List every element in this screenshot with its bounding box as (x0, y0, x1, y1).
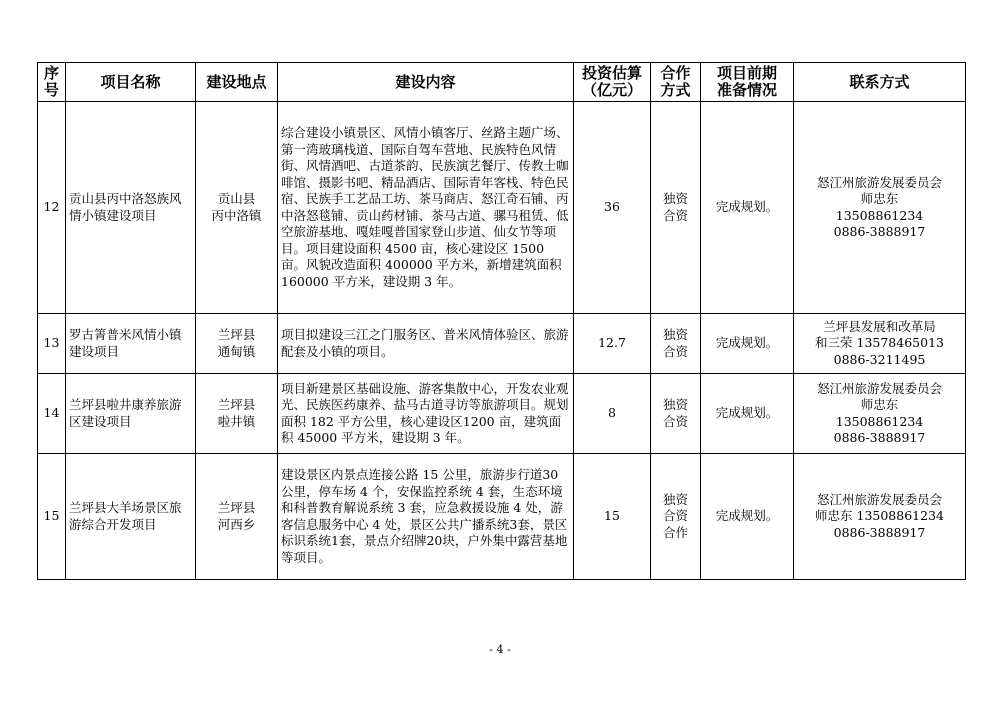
header-preparation: 项目前期 准备情况 (701, 63, 794, 102)
cell-seq: 14 (38, 374, 66, 454)
header-name: 项目名称 (66, 63, 196, 102)
cell-cooperation: 独资 合资 (651, 102, 701, 314)
table-row (38, 454, 966, 580)
cell-preparation: 完成规划。 (701, 314, 794, 374)
cell-location: 兰坪县 通甸镇 (196, 314, 278, 374)
table-row (38, 314, 966, 374)
cell-name: 罗古箐普米风情小镇建设项目 (66, 314, 196, 374)
header-investment: 投资估算 （亿元） (574, 63, 651, 102)
cell-investment: 36 (574, 102, 651, 314)
cell-seq: 12 (38, 102, 66, 314)
cell-name: 兰坪县大羊场景区旅游综合开发项目 (66, 454, 196, 580)
cell-content: 综合建设小镇景区、风情小镇客厅、丝路主题广场、第一湾玻璃栈道、国际自驾车营地、民族特色风情街、风情酒吧、古道茶韵、民族演艺餐厅、传教士咖啡馆、摄影书吧、精品酒店、国际青年客栈、特色民宿、民族手工艺品工坊、茶马商店、怒江奇石铺、丙中洛怒毯铺、贡山药材铺、茶马古道、骡马租赁、低空旅游基地、嘎娃嘎普国家登山步道、仙女节等项目。项目建设面积 4500 亩，核心建设区 1500 亩。风貌改造面积 400000 平方米，新增建筑面积 160000 平方米，建设期 3 年。 (278, 102, 574, 314)
page-number: - 4 - (489, 643, 511, 656)
cell-name: 兰坪县啦井康养旅游区建设项目 (66, 374, 196, 454)
header-content: 建设内容 (278, 63, 574, 102)
table-row (38, 374, 966, 454)
cell-contact: 怒江州旅游发展委员会 师忠东 13508861234 0886-3888917 (794, 374, 966, 454)
cell-contact: 兰坪县发展和改革局 和三荣 13578465013 0886-3211495 (794, 314, 966, 374)
cell-location: 兰坪县 河西乡 (196, 454, 278, 580)
header-seq: 序 号 (38, 63, 66, 102)
cell-content: 建设景区内景点连接公路 15 公里，旅游步行道30 公里，停车场 4 个，安保监控系统 4 套，生态环境和科普教育解说系统 3 套，应急救援设施 4 处，游客信息服务中心 4 处，景区公共广播系统3套，景区标识系统1套，景点介绍牌20块，户外集中露营基地等项目。 (278, 454, 574, 580)
project-table (37, 62, 966, 580)
table-row (38, 102, 966, 314)
cell-investment: 15 (574, 454, 651, 580)
header-row (38, 63, 966, 102)
cell-seq: 13 (38, 314, 66, 374)
cell-seq: 15 (38, 454, 66, 580)
cell-name: 贡山县丙中洛怒族风情小镇建设项目 (66, 102, 196, 314)
cell-location: 兰坪县 啦井镇 (196, 374, 278, 454)
cell-location: 贡山县 丙中洛镇 (196, 102, 278, 314)
cell-investment: 12.7 (574, 314, 651, 374)
cell-contact: 怒江州旅游发展委员会 师忠东 13508861234 0886-3888917 (794, 102, 966, 314)
header-cooperation: 合作 方式 (651, 63, 701, 102)
cell-content: 项目新建景区基础设施、游客集散中心，开发农业观光、民族医药康养、盐马古道寻访等旅游项目。规划面积 182 平方公里，核心建设区1200 亩，建筑面积 45000 平方米，建设期 3 年。 (278, 374, 574, 454)
cell-content: 项目拟建设三江之门服务区、普米风情体验区、旅游配套及小镇的项目。 (278, 314, 574, 374)
cell-cooperation: 独资 合资 (651, 314, 701, 374)
cell-preparation: 完成规划。 (701, 374, 794, 454)
header-contact: 联系方式 (794, 63, 966, 102)
cell-investment: 8 (574, 374, 651, 454)
cell-cooperation: 独资 合资 合作 (651, 454, 701, 580)
cell-cooperation: 独资 合资 (651, 374, 701, 454)
cell-contact: 怒江州旅游发展委员会 师忠东 13508861234 0886-3888917 (794, 454, 966, 580)
header-location: 建设地点 (196, 63, 278, 102)
cell-preparation: 完成规划。 (701, 102, 794, 314)
cell-preparation: 完成规划。 (701, 454, 794, 580)
